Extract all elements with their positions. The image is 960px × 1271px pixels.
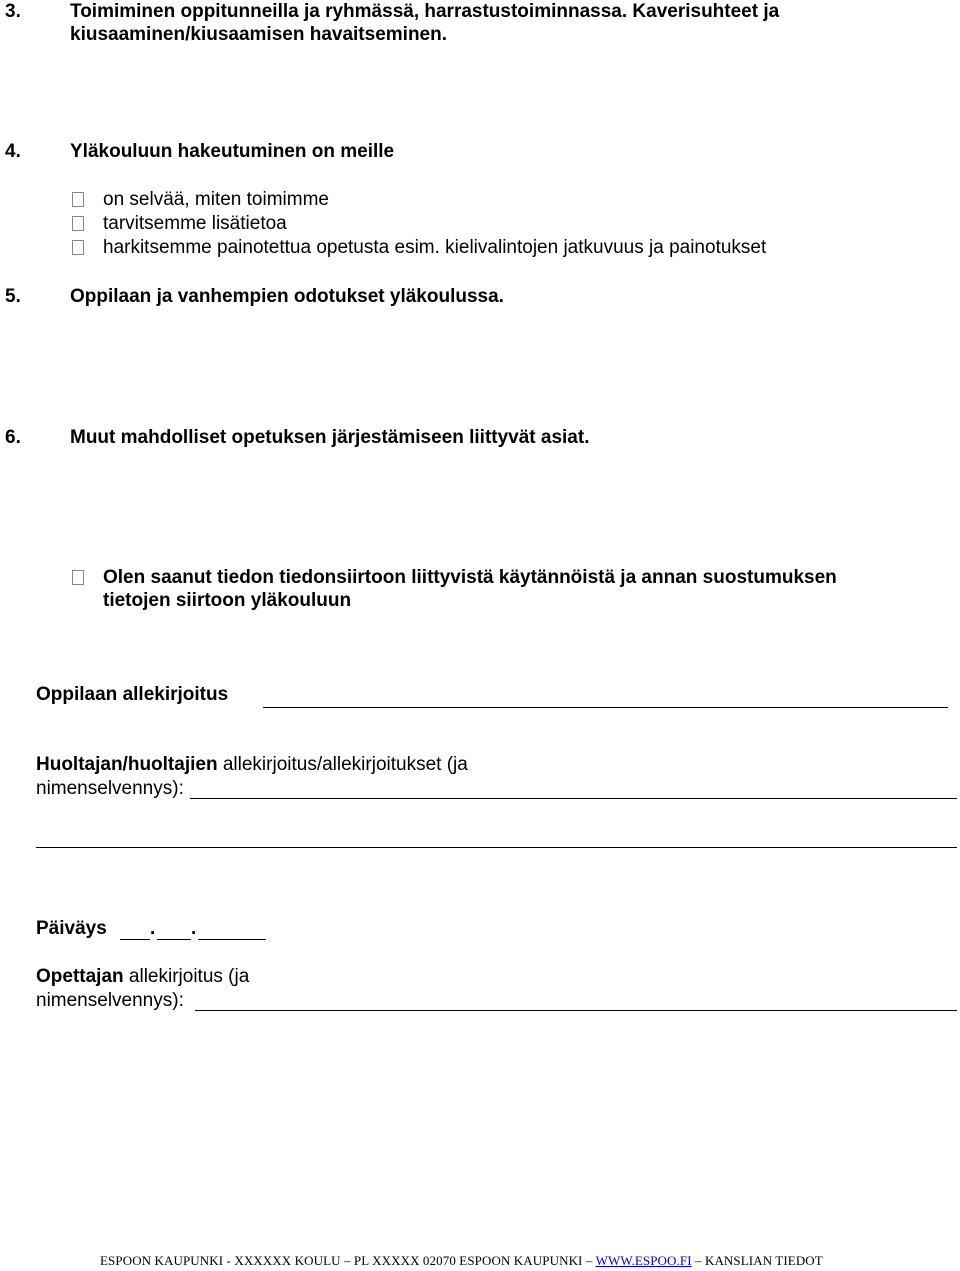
student-signature-line[interactable]	[263, 707, 948, 708]
date-label: Päiväys	[36, 918, 107, 939]
guardian-signature-label	[36, 754, 468, 776]
option-emphasis-checkbox[interactable]	[72, 240, 84, 255]
consent-text-line2: tietojen siirtoon yläkouluun	[103, 590, 352, 611]
option-clear-checkbox[interactable]	[72, 192, 84, 207]
date-separator-1: .	[150, 918, 156, 939]
page-footer	[100, 1253, 823, 1269]
guardian-signature-label-line2: nimenselvennys):	[36, 778, 184, 799]
guardian-label-bold: Huoltajan/huoltajien	[36, 754, 218, 775]
section-4-number: 4.	[5, 141, 21, 162]
date-day-line[interactable]	[120, 939, 150, 940]
teacher-signature-label	[36, 966, 249, 988]
section-3-number: 3.	[5, 1, 21, 22]
option-more-info-checkbox[interactable]	[72, 216, 84, 231]
option-more-info-label: tarvitsemme lisätietoa	[103, 213, 287, 234]
guardian-label-rest: allekirjoitus/allekirjoitukset (ja	[222, 754, 468, 775]
footer-website-link[interactable]: WWW.ESPOO.FI	[595, 1253, 692, 1268]
option-emphasis-label: harkitsemme painotettua opetusta esim. kielivalintojen jatkuvuus ja painotukset	[103, 237, 767, 258]
student-signature-label: Oppilaan allekirjoitus	[36, 684, 229, 705]
section-3-title-line1: Toimiminen oppitunneilla ja ryhmässä, harrastustoiminnassa. Kaverisuhteet ja	[70, 1, 780, 22]
section-5-title: Oppilaan ja vanhempien odotukset yläkoulussa.	[70, 286, 504, 307]
consent-checkbox[interactable]	[72, 570, 84, 585]
section-4-title: Yläkouluun hakeutuminen on meille	[70, 141, 395, 162]
section-6-number: 6.	[5, 427, 21, 448]
date-separator-2: .	[191, 918, 197, 939]
section-6-title: Muut mahdolliset opetuksen järjestämiseen liittyvät asiat.	[70, 427, 590, 448]
consent-text-line1: Olen saanut tiedon tiedonsiirtoon liittyvistä käytännöistä ja annan suostumuksen	[103, 567, 837, 588]
guardian-signature-line[interactable]	[190, 798, 957, 799]
date-month-line[interactable]	[157, 939, 191, 940]
teacher-signature-line[interactable]	[195, 1010, 957, 1011]
teacher-label-rest: allekirjoitus (ja	[128, 966, 250, 987]
section-5-number: 5.	[5, 286, 21, 307]
footer-address: ESPOON KAUPUNKI - XXXXXX KOULU – PL XXXXX 02070 ESPOON KAUPUNKI –	[100, 1253, 593, 1268]
section-3-title-line2: kiusaaminen/kiusaamisen havaitseminen.	[70, 24, 448, 45]
teacher-signature-label-line2: nimenselvennys):	[36, 990, 184, 1011]
footer-office-info: – KANSLIAN TIEDOT	[695, 1253, 823, 1268]
date-year-line[interactable]	[198, 939, 266, 940]
teacher-label-bold: Opettajan	[36, 966, 124, 987]
guardian-name-line[interactable]	[36, 847, 957, 848]
option-clear-label: on selvää, miten toimimme	[103, 189, 329, 210]
